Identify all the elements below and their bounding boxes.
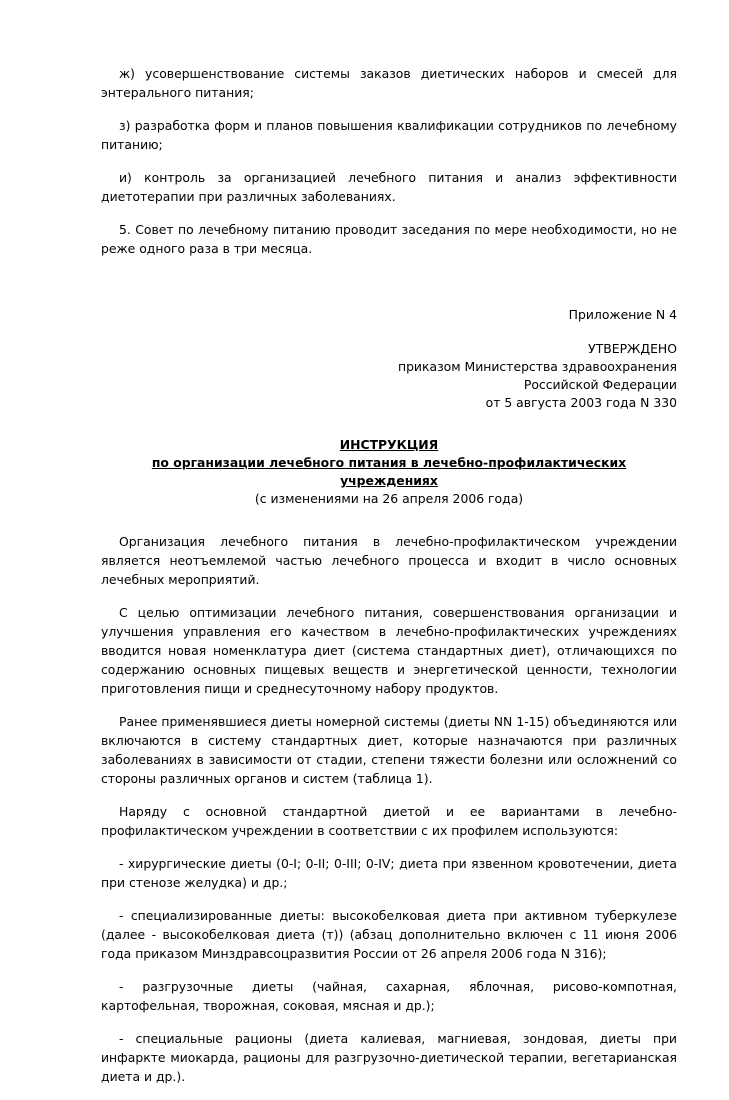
approval-line-2: приказом Министерства здравоохранения (397, 359, 677, 374)
document-page (101, 64, 677, 1100)
paragraph-i: и) контроль за организацией лечебного питания и анализ эффективности диетотерапии при различных заболеваниях. (101, 170, 677, 204)
paragraph-5: 5. Совет по лечебному питанию проводит заседания по мере необходимости, но не реже одного раза в три месяца. (101, 222, 677, 256)
spacer (101, 324, 677, 340)
body-paragraph-1: Организация лечебного питания в лечебно-профилактическом учреждении является неотъемлемой частью лечебного процесса и входит в число основных лечебных мероприятий. (101, 534, 677, 587)
spacer (101, 272, 677, 306)
list-item-unloading-diets: - разгрузочные диеты (чайная, сахарная, яблочная, рисово-компотная, картофельная, творожная, соковая, мясная и др.); (101, 979, 677, 1013)
heading-title: ИНСТРУКЦИЯ (339, 437, 439, 452)
list-item-surgical-diets: - хирургические диеты (0-I; 0-II; 0-III; 0-IV; диета при язвенном кровотечении, диета при стенозе желудка) и др.; (101, 856, 677, 890)
body-paragraph-2: С целью оптимизации лечебного питания, совершенствования организации и улучшения управления его качеством в лечебно-профилактических учреждениях вводится новая номенклатура диет (система стандартных диет), отличающихся по содержанию основных пищевых веществ и энергетической ценности, технологии приготовления пищи и среднесуточному набору продуктов. (101, 605, 677, 696)
document-heading (101, 436, 677, 508)
spacer (101, 508, 677, 532)
approval-line-4: от 5 августа 2003 года N 330 (485, 395, 677, 410)
approval-block (101, 340, 677, 412)
heading-note: (с изменениями на 26 апреля 2006 года) (254, 491, 524, 506)
heading-subtitle: по организации лечебного питания в лечебно-профилактических учреждениях (151, 455, 627, 488)
body-paragraph-4: Наряду с основной стандартной диетой и ее вариантами в лечебно-профилактическом учреждении в соответствии с их профилем используются: (101, 804, 677, 838)
list-item-special-rations: - специальные рационы (диета калиевая, магниевая, зондовая, диеты при инфаркте миокарда, рационы для разгрузочно-диетической терапии, вегетарианская диета и др.). (101, 1031, 677, 1084)
approval-line-1: УТВЕРЖДЕНО (588, 341, 677, 356)
paragraph-z: з) разработка форм и планов повышения квалификации сотрудников по лечебному питанию; (101, 118, 677, 152)
paragraph-zh: ж) усовершенствование системы заказов диетических наборов и смесей для энтерального питания; (101, 66, 677, 100)
list-item-specialized-diets: - специализированные диеты: высокобелковая диета при активном туберкулезе (далее - высокобелковая диета (т)) (абзац дополнительно включен с 11 июня 2006 года приказом Минздравсоцразвития России от 26 апреля 2006 года N 316); (101, 908, 677, 961)
approval-line-3: Российской Федерации (523, 377, 677, 392)
appendix-label: Приложение N 4 (568, 307, 677, 322)
spacer (101, 412, 677, 436)
body-paragraph-3: Ранее применявшиеся диеты номерной системы (диеты NN 1-15) объединяются или включаются в систему стандартных диет, которые назначаются при различных заболеваниях в зависимости от стадии, степени тяжести болезни или осложнений со стороны различных органов и систем (таблица 1). (101, 714, 677, 786)
